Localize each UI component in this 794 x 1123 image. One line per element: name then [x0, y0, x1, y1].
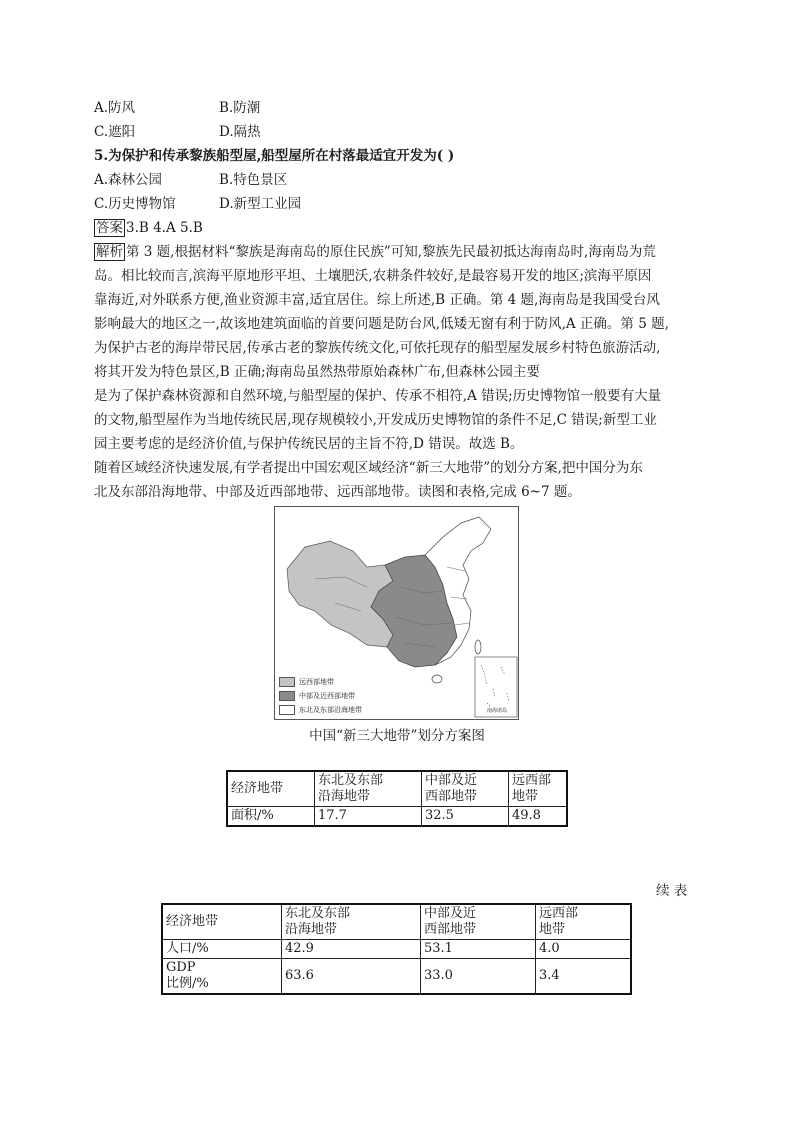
q5-option-b: B.特色景区 [219, 172, 288, 188]
table1-header-cell: 中部及近 西部地带 [422, 771, 509, 807]
analysis-line-5: 为保护古老的海岸带民居,传承古老的黎族传统文化,可依托现存的船型屋发展乡村特色旅游活动, [94, 340, 661, 356]
table1-header-cell: 远西部 地带 [509, 771, 568, 807]
china-map-svg [275, 507, 518, 719]
analysis-line-4: 影响最大的地区之一,故该地建筑面临的首要问题是防台风,低矮无窗有利于防风,A 正确。第 5 题, [94, 316, 669, 332]
legend-swatch-central [279, 691, 295, 701]
analysis-line-1 [94, 243, 656, 261]
answer-text: 3.B 4.A 5.B [126, 220, 203, 236]
analysis-line-7: 是为了保护森林资源和自然环境,与船型屋的保护、传承不相符,A 错误;历史博物馆一般要有大量 [94, 388, 662, 404]
q4-option-d: D.隔热 [219, 124, 261, 140]
analysis-line-2: 岛。相比较而言,滨海平原地形平坦、土壤肥沃,农耕条件较好,是最容易开发的地区;滨海平原因 [94, 268, 652, 284]
legend-swatch-far-west [279, 677, 295, 687]
analysis-text-1: 第 3 题,根据材料“黎族是海南岛的原住民族”可知,黎族先民最初抵达海南岛时,海南岛为荒 [126, 244, 656, 260]
q4-option-b: B.防潮 [219, 100, 261, 116]
hainan-island [432, 675, 442, 683]
table-area [226, 770, 568, 827]
table1-cell: 面积/% [227, 807, 315, 827]
china-zones-map [274, 506, 519, 720]
table2-header-cell: 中部及近 西部地带 [421, 904, 536, 940]
analysis-line-9: 园主要考虑的是经济价值,与保护传统民居的主旨不符,D 错误。故选 B。 [94, 436, 524, 452]
table1-cell: 17.7 [315, 807, 422, 827]
table1-header-cell: 东北及东部 沿海地带 [315, 771, 422, 807]
continued-label: 续 表 [656, 883, 688, 899]
table2-header-row [162, 904, 631, 940]
q5-option-d: D.新型工业园 [219, 196, 302, 212]
table-row [162, 940, 631, 959]
table2-cell: 3.4 [536, 959, 632, 995]
table2-cell: 63.6 [282, 959, 421, 995]
table-row [162, 959, 631, 995]
table-population-gdp [161, 903, 632, 995]
table2-cell: 33.0 [421, 959, 536, 995]
q5-option-a: A.森林公园 [94, 172, 163, 188]
q5-stem [94, 147, 454, 165]
table2-header-cell: 远西部 地带 [536, 904, 632, 940]
table-row [227, 807, 567, 827]
table2-cell: 人口/% [162, 940, 282, 959]
table1-cell: 32.5 [422, 807, 509, 827]
inset-label: 南海诸岛 [487, 708, 508, 714]
region-far-west [287, 541, 393, 647]
taiwan-island [475, 640, 481, 654]
table1-header-cell: 经济地带 [227, 771, 315, 807]
q4-option-c: C.遮阳 [94, 124, 136, 140]
table1-cell: 49.8 [509, 807, 568, 827]
legend-label-far-west: 远西部地带 [299, 678, 334, 686]
analysis-label: 解析 [96, 244, 123, 260]
analysis-line-3: 靠海近,对外联系方便,渔业资源丰富,适宜居住。综上所述,B 正确。第 4 题,海南岛是我国受台风 [94, 292, 660, 308]
table1-header-row [227, 771, 567, 807]
answer-label: 答案 [96, 220, 123, 236]
legend-far-west [279, 677, 334, 687]
map-caption: 中国“新三大地带”划分方案图 [309, 728, 485, 744]
table2-cell: 53.1 [421, 940, 536, 959]
q5-stem-text: 5.为保护和传承黎族船型屋,船型屋所在村落最适宜开发为( ) [94, 148, 455, 164]
analysis-line-8: 的文物,船型屋作为当地传统民居,现存规模较小,开发成历史博物馆的条件不足,C 错误;新型工业 [94, 412, 657, 428]
legend-label-east: 东北及东部沿海地带 [299, 706, 362, 714]
table2-cell: 42.9 [282, 940, 421, 959]
legend-central [279, 691, 355, 701]
answer-line [94, 219, 203, 237]
analysis-line-6: 将其开发为特色景区,B 正确;海南岛虽然热带原始森林广布,但森林公园主要 [94, 364, 540, 380]
intro-line-2: 北及东部沿海地带、中部及近西部地带、远西部地带。读图和表格,完成 6~7 题。 [94, 484, 581, 500]
q4-option-a: A.防风 [94, 100, 136, 116]
table2-cell: 4.0 [536, 940, 632, 959]
q5-option-c: C.历史博物馆 [94, 196, 176, 212]
legend-east [279, 705, 362, 715]
table2-header-cell: 东北及东部 沿海地带 [282, 904, 421, 940]
intro-line-1: 随着区域经济快速发展,有学者提出中国宏观区域经济“新三大地带”的划分方案,把中国分为东 [94, 460, 643, 476]
table2-cell: GDP 比例/% [162, 959, 282, 995]
legend-swatch-east [279, 705, 295, 715]
legend-label-central: 中部及近西部地带 [299, 692, 355, 700]
table2-header-cell: 经济地带 [162, 904, 282, 940]
